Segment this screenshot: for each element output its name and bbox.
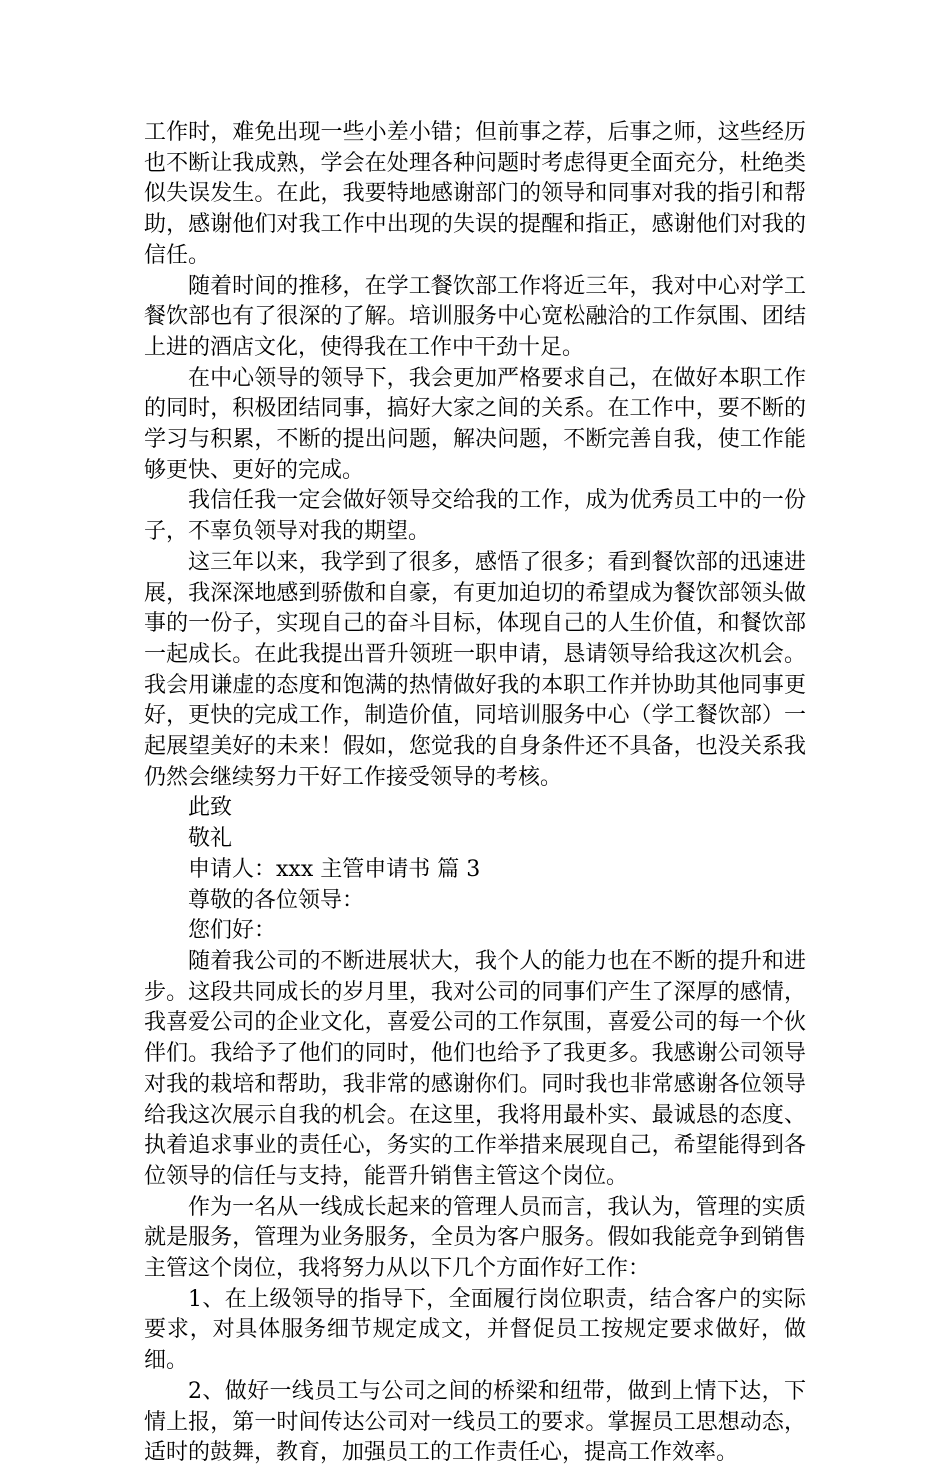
paragraph-6: 随着我公司的不断进展状大，我个人的能力也在不断的提升和进步。这段共同成长的岁月里，我对公司的同事们产生了深厚的感情，我喜爱公司的企业文化，喜爱公司的工作氛围，喜爱公司的每一个伙伴们。我给予了他们的同时，他们也给予了我更多。我感谢公司领导对我的栽培和帮助，我非常的感谢你们。同时我也非常感谢各位领导给我这次展示自我的机会。在这里，我将用最朴实、最诚恳的态度、执着追求事业的责任心，务实的工作举措来展现自己，希望能得到各位领导的信任与支持，能晋升销售主管这个岗位。 bbox=[144, 948, 806, 1189]
paragraph-3: 在中心领导的领导下，我会更加严格要求自己，在做好本职工作的同时，积极团结同事，搞好大家之间的关系。在工作中，要不断的学习与积累，不断的提出问题，解决问题，不断完善自我，使工作能够更快、更好的完成。 bbox=[144, 365, 806, 483]
paragraph-9: 2、做好一线员工与公司之间的桥梁和纽带，做到上情下达，下情上报，第一时间传达公司对一线员工的要求。掌握员工思想动态，适时的鼓舞，教育，加强员工的工作责任心，提高工作效率。 bbox=[144, 1378, 806, 1466]
paragraph-1: 工作时，难免出现一些小差小错；但前事之荐，后事之师，这些经历也不断让我成熟，学会在处理各种问题时考虑得更全面充分，杜绝类似失误发生。在此，我要特地感谢部门的领导和同事对我的指引和帮助，感谢他们对我工作中出现的失误的提醒和指正，感谢他们对我的信任。 bbox=[144, 120, 806, 268]
greeting-hello: 您们好： bbox=[188, 918, 277, 944]
document-body bbox=[144, 118, 806, 1469]
applicant-heading: 申请人：xxx 主管申请书 篇 3 bbox=[188, 856, 481, 882]
paragraph-5: 这三年以来，我学到了很多，感悟了很多；看到餐饮部的迅速进展，我深深地感到骄傲和自豪，有更加迫切的希望成为餐饮部领头做事的一份子，实现自己的奋斗目标，体现自己的人生价值，和餐饮部一起成长。在此我提出晋升领班一职申请，恳请领导给我这次机会。我会用谦虚的态度和饱满的热情做好我的本职工作并协助其他同事更好，更快的完成工作，制造价值，同培训服务中心（学工餐饮部）一起展望美好的未来！假如，您觉我的自身条件还不具备，也没关系我仍然会继续努力干好工作接受领导的考核。 bbox=[144, 549, 806, 790]
paragraph-7: 作为一名从一线成长起来的管理人员而言，我认为，管理的实质就是服务，管理为业务服务，全员为客户服务。假如我能竞争到销售主管这个岗位，我将努力从以下几个方面作好工作： bbox=[144, 1194, 806, 1282]
paragraph-2: 随着时间的推移，在学工餐饮部工作将近三年，我对中心对学工餐饮部也有了很深的了解。培训服务中心宽松融洽的工作氛围、团结上进的酒店文化，使得我在工作中干劲十足。 bbox=[144, 273, 806, 360]
greeting-leaders: 尊敬的各位领导： bbox=[188, 887, 365, 913]
salutation-jingli: 敬礼 bbox=[188, 826, 233, 852]
paragraph-8: 1、在上级领导的指导下，全面履行岗位职责，结合客户的实际要求，对具体服务细节规定成文，并督促员工按规定要求做好，做细。 bbox=[144, 1286, 806, 1374]
salutation-cizhi: 此致 bbox=[188, 795, 233, 821]
paragraph-4: 我信任我一定会做好领导交给我的工作，成为优秀员工中的一份子，不辜负领导对我的期望。 bbox=[144, 488, 806, 545]
